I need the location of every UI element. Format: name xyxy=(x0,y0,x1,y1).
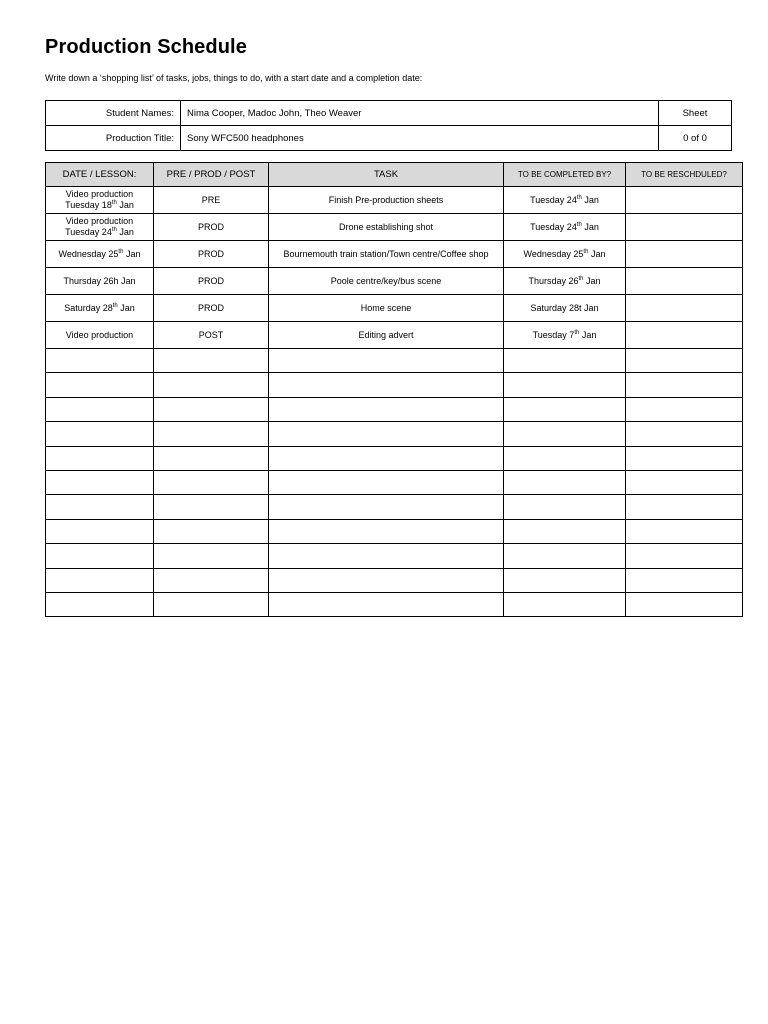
schedule-row xyxy=(46,214,743,241)
sheet-value[interactable]: 0 of 0 xyxy=(659,126,732,151)
date-line: Video production xyxy=(65,216,134,226)
student-names-label: Student Names: xyxy=(46,101,181,126)
cell-task[interactable]: Editing advert xyxy=(269,322,504,349)
cell-task[interactable] xyxy=(269,470,504,494)
date-text: Wednesday 25 xyxy=(58,248,119,259)
date-text: Video production xyxy=(65,329,134,340)
date-text: Jan xyxy=(116,200,134,210)
cell-completed-by[interactable] xyxy=(504,295,626,322)
schedule-header-row xyxy=(46,163,743,187)
cell-date[interactable] xyxy=(46,373,154,397)
cell-phase[interactable] xyxy=(154,592,269,616)
cell-task[interactable] xyxy=(269,495,504,519)
due-suffix: th xyxy=(574,329,580,336)
cell-task[interactable]: Drone establishing shot xyxy=(269,214,504,241)
cell-rescheduled[interactable] xyxy=(626,519,743,543)
cell-task[interactable]: Bournemouth train station/Town centre/Coffee shop xyxy=(269,241,504,268)
date-line xyxy=(46,249,153,260)
cell-date[interactable] xyxy=(46,397,154,421)
due-suffix: th xyxy=(576,194,582,201)
cell-rescheduled[interactable] xyxy=(626,544,743,568)
empty-schedule-row xyxy=(46,495,743,519)
cell-completed-by[interactable] xyxy=(504,592,626,616)
cell-task[interactable] xyxy=(269,349,504,373)
schedule-row xyxy=(46,187,743,214)
cell-task[interactable]: Home scene xyxy=(269,295,504,322)
due-text: Jan xyxy=(581,221,599,232)
date-text: Jan xyxy=(123,248,141,259)
cell-completed-by[interactable] xyxy=(504,187,626,214)
cell-rescheduled[interactable] xyxy=(626,495,743,519)
cell-rescheduled[interactable] xyxy=(626,397,743,421)
cell-phase[interactable] xyxy=(154,373,269,397)
production-title-value[interactable]: Sony WFC500 headphones xyxy=(181,126,659,151)
empty-schedule-row xyxy=(46,349,743,373)
date-text: Jan xyxy=(116,227,134,237)
cell-task[interactable] xyxy=(269,373,504,397)
due-text: Jan xyxy=(588,248,606,259)
cell-rescheduled[interactable] xyxy=(626,470,743,494)
cell-completed-by[interactable] xyxy=(504,349,626,373)
due-text: Wednesday 25 xyxy=(523,248,584,259)
cell-date[interactable] xyxy=(46,592,154,616)
col-header-task: TASK xyxy=(269,163,504,187)
empty-schedule-row xyxy=(46,446,743,470)
cell-task[interactable] xyxy=(269,592,504,616)
date-suffix: th xyxy=(111,200,117,206)
cell-phase[interactable] xyxy=(154,349,269,373)
sheet-label: Sheet xyxy=(659,101,732,126)
date-suffix: th xyxy=(111,227,117,233)
date-text: Jan xyxy=(117,302,135,313)
cell-phase[interactable]: PROD xyxy=(154,295,269,322)
student-names-row xyxy=(46,101,732,126)
cell-date[interactable] xyxy=(46,519,154,543)
cell-completed-by[interactable] xyxy=(504,446,626,470)
due-suffix: th xyxy=(583,248,589,255)
empty-schedule-row xyxy=(46,373,743,397)
cell-date[interactable] xyxy=(46,544,154,568)
cell-phase[interactable]: PROD xyxy=(154,268,269,295)
cell-completed-by[interactable] xyxy=(504,214,626,241)
cell-task[interactable] xyxy=(269,544,504,568)
cell-phase[interactable] xyxy=(154,422,269,446)
cell-phase[interactable] xyxy=(154,397,269,421)
cell-date[interactable] xyxy=(46,470,154,494)
date-text: Saturday 28 xyxy=(64,302,113,313)
cell-rescheduled[interactable] xyxy=(626,268,743,295)
cell-rescheduled[interactable] xyxy=(626,349,743,373)
due-text: Jan xyxy=(581,194,599,205)
cell-rescheduled[interactable] xyxy=(626,592,743,616)
date-text: Tuesday 24 xyxy=(65,227,112,237)
schedule-table xyxy=(45,162,743,617)
cell-date[interactable] xyxy=(46,295,154,322)
cell-rescheduled[interactable] xyxy=(626,446,743,470)
cell-phase[interactable]: PROD xyxy=(154,214,269,241)
cell-completed-by[interactable] xyxy=(504,568,626,592)
cell-rescheduled[interactable] xyxy=(626,322,743,349)
col-header-rescheduled: TO BE RESCHDULED? xyxy=(626,163,743,187)
cell-task[interactable] xyxy=(269,519,504,543)
cell-date[interactable] xyxy=(46,214,154,241)
cell-rescheduled[interactable] xyxy=(626,241,743,268)
cell-phase[interactable] xyxy=(154,495,269,519)
cell-task[interactable]: Finish Pre-production sheets xyxy=(269,187,504,214)
due-text: Tuesday 24 xyxy=(530,194,577,205)
cell-completed-by[interactable] xyxy=(504,397,626,421)
cell-phase[interactable] xyxy=(154,470,269,494)
cell-task[interactable] xyxy=(269,568,504,592)
cell-completed-by[interactable] xyxy=(504,470,626,494)
cell-date[interactable] xyxy=(46,349,154,373)
empty-schedule-row xyxy=(46,519,743,543)
empty-schedule-row xyxy=(46,592,743,616)
cell-date[interactable] xyxy=(46,241,154,268)
page-title: Production Schedule xyxy=(45,36,247,58)
cell-phase[interactable]: PRE xyxy=(154,187,269,214)
due-suffix: th xyxy=(578,275,584,282)
col-header-completed-by: TO BE COMPLETED BY? xyxy=(504,163,626,187)
date-line xyxy=(46,227,153,238)
cell-rescheduled[interactable] xyxy=(626,214,743,241)
empty-schedule-row xyxy=(46,470,743,494)
empty-schedule-row xyxy=(46,568,743,592)
cell-task[interactable] xyxy=(269,397,504,421)
cell-phase[interactable]: POST xyxy=(154,322,269,349)
instructions-text: Write down a ‘shopping list’ of tasks, jobs, things to do, with a start date and a completion date: xyxy=(45,73,423,83)
empty-schedule-row xyxy=(46,422,743,446)
production-title-label: Production Title: xyxy=(46,126,181,151)
due-text: Saturday 28t Jan xyxy=(530,302,599,313)
date-line xyxy=(46,330,153,341)
cell-completed-by[interactable] xyxy=(504,544,626,568)
due-text: Tuesday 7 xyxy=(532,329,575,340)
date-suffix: th xyxy=(118,248,124,255)
due-text: Jan xyxy=(579,329,597,340)
cell-rescheduled[interactable] xyxy=(626,295,743,322)
cell-task[interactable] xyxy=(269,422,504,446)
cell-completed-by[interactable] xyxy=(504,519,626,543)
student-names-value[interactable]: Nima Cooper, Madoc John, Theo Weaver xyxy=(181,101,659,126)
due-text: Jan xyxy=(583,275,601,286)
col-header-date: DATE / LESSON: xyxy=(46,163,154,187)
due-suffix: th xyxy=(576,221,582,228)
schedule-row xyxy=(46,268,743,295)
date-line xyxy=(46,303,153,314)
cell-date[interactable] xyxy=(46,446,154,470)
production-title-row xyxy=(46,126,732,151)
due-text: Tuesday 24 xyxy=(530,221,577,232)
cell-date[interactable] xyxy=(46,322,154,349)
date-text: Thursday 26h Jan xyxy=(63,275,136,286)
cell-phase[interactable] xyxy=(154,544,269,568)
schedule-row xyxy=(46,322,743,349)
date-line: Video production xyxy=(65,189,134,199)
empty-schedule-row xyxy=(46,544,743,568)
cell-phase[interactable] xyxy=(154,568,269,592)
cell-date[interactable] xyxy=(46,495,154,519)
cell-date[interactable] xyxy=(46,187,154,214)
schedule-row xyxy=(46,295,743,322)
due-text: Thursday 26 xyxy=(528,275,579,286)
date-suffix: th xyxy=(112,302,118,309)
empty-schedule-row xyxy=(46,397,743,421)
cell-date[interactable] xyxy=(46,568,154,592)
cell-rescheduled[interactable] xyxy=(626,422,743,446)
cell-rescheduled[interactable] xyxy=(626,187,743,214)
cell-completed-by[interactable] xyxy=(504,241,626,268)
cell-task[interactable]: Poole centre/key/bus scene xyxy=(269,268,504,295)
cell-completed-by[interactable] xyxy=(504,422,626,446)
date-text: Tuesday 18 xyxy=(65,200,112,210)
cell-phase[interactable] xyxy=(154,446,269,470)
cell-rescheduled[interactable] xyxy=(626,568,743,592)
cell-completed-by[interactable] xyxy=(504,373,626,397)
cell-task[interactable] xyxy=(269,446,504,470)
cell-rescheduled[interactable] xyxy=(626,373,743,397)
col-header-phase: PRE / PROD / POST xyxy=(154,163,269,187)
date-line xyxy=(46,200,153,211)
cell-phase[interactable]: PROD xyxy=(154,241,269,268)
cell-completed-by[interactable] xyxy=(504,268,626,295)
info-table xyxy=(45,100,732,151)
cell-phase[interactable] xyxy=(154,519,269,543)
schedule-row xyxy=(46,241,743,268)
cell-completed-by[interactable] xyxy=(504,495,626,519)
cell-date[interactable] xyxy=(46,268,154,295)
cell-completed-by[interactable] xyxy=(504,322,626,349)
date-line xyxy=(46,276,153,287)
cell-date[interactable] xyxy=(46,422,154,446)
